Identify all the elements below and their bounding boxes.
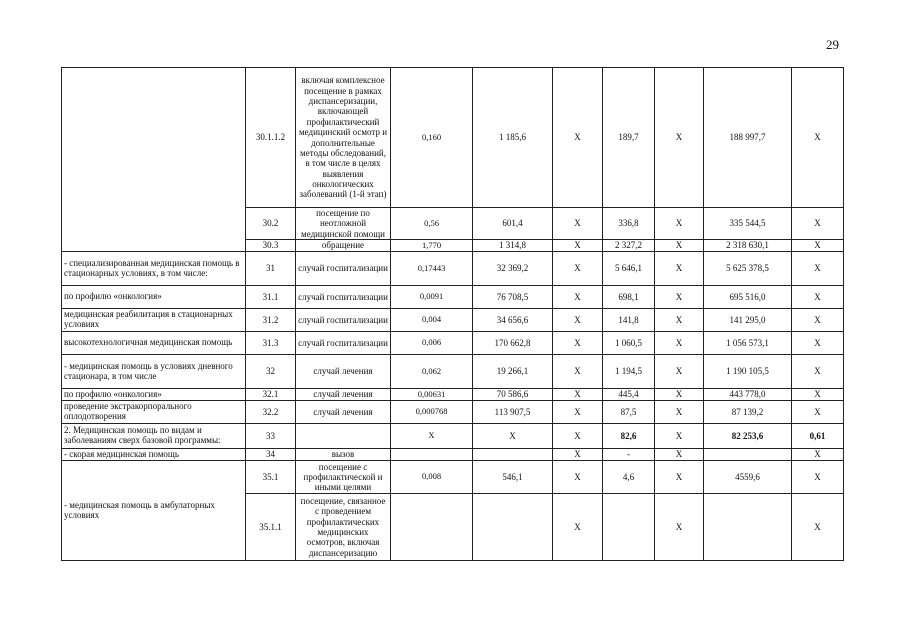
cell-volume: 0,006 — [391, 332, 473, 355]
cell-total: 141 295,0 — [704, 309, 792, 332]
cell-total: 695 516,0 — [704, 286, 792, 309]
cell-row-number: 32 — [246, 355, 296, 389]
cell-indicator: - медицинская помощь в условиях дневного стационара, в том числе — [62, 355, 246, 389]
cell-norm-x2: X — [655, 461, 704, 494]
cell-norm-x2: X — [655, 332, 704, 355]
cell-volume: 0,004 — [391, 309, 473, 332]
cell-share: X — [792, 449, 844, 461]
cell-volume: 0,0091 — [391, 286, 473, 309]
cell-unit: случай госпитализации — [296, 252, 391, 286]
cell-total — [704, 449, 792, 461]
cell-per-capita: 1 060,5 — [603, 332, 655, 355]
cell-total: 188 997,7 — [704, 68, 792, 208]
cell-norm-x1: X — [553, 286, 603, 309]
cell-indicator — [62, 68, 246, 252]
cell-unit: вызов — [296, 449, 391, 461]
table-row — [62, 309, 844, 332]
cell-volume: 1,770 — [391, 240, 473, 252]
cell-indicator: по профилю «онкология» — [62, 286, 246, 309]
cell-row-number: 31.3 — [246, 332, 296, 355]
cell-unit: посещение с профилактической и иными целями — [296, 461, 391, 494]
cell-per-capita: 698,1 — [603, 286, 655, 309]
cell-per-capita: 189,7 — [603, 68, 655, 208]
cell-cost: 76 708,5 — [473, 286, 553, 309]
cell-row-number: 34 — [246, 449, 296, 461]
cell-norm-x2: X — [655, 424, 704, 449]
cell-total: 82 253,6 — [704, 424, 792, 449]
cell-indicator: 2. Медицинская помощь по видам и заболеваниям сверх базовой программы: — [62, 424, 246, 449]
cell-per-capita: - — [603, 449, 655, 461]
cell-norm-x2: X — [655, 389, 704, 401]
cell-share: X — [792, 401, 844, 424]
cell-unit: случай госпитализации — [296, 332, 391, 355]
table-row — [62, 355, 844, 389]
cell-norm-x2: X — [655, 309, 704, 332]
cell-cost: 546,1 — [473, 461, 553, 494]
cell-row-number: 35.1.1 — [246, 494, 296, 561]
cell-row-number: 30.2 — [246, 208, 296, 240]
cell-total: 87 139,2 — [704, 401, 792, 424]
cell-share: X — [792, 355, 844, 389]
cell-cost — [473, 494, 553, 561]
table-row — [62, 68, 844, 208]
cell-volume: 0,160 — [391, 68, 473, 208]
table-row — [62, 401, 844, 424]
table-row — [62, 389, 844, 401]
cell-volume: 0,00631 — [391, 389, 473, 401]
cell-cost: 1 314,8 — [473, 240, 553, 252]
cell-unit: случай лечения — [296, 355, 391, 389]
cell-cost: 19 266,1 — [473, 355, 553, 389]
cell-norm-x1: X — [553, 355, 603, 389]
cell-share: X — [792, 240, 844, 252]
cell-share: X — [792, 494, 844, 561]
cell-norm-x2: X — [655, 208, 704, 240]
cell-total: 1 190 105,5 — [704, 355, 792, 389]
cell-volume — [391, 449, 473, 461]
cell-indicator: - скорая медицинская помощь — [62, 449, 246, 461]
cell-cost: 601,4 — [473, 208, 553, 240]
cell-norm-x1: X — [553, 494, 603, 561]
cell-cost: X — [473, 424, 553, 449]
cell-per-capita: 4,6 — [603, 461, 655, 494]
cell-total: 335 544,5 — [704, 208, 792, 240]
cell-volume: 0,062 — [391, 355, 473, 389]
cell-row-number: 32.1 — [246, 389, 296, 401]
cell-volume: 0,000768 — [391, 401, 473, 424]
cell-cost: 70 586,6 — [473, 389, 553, 401]
cell-volume — [391, 494, 473, 561]
cell-norm-x2: X — [655, 494, 704, 561]
cell-cost: 1 185,6 — [473, 68, 553, 208]
cell-total: 443 778,0 — [704, 389, 792, 401]
cell-cost: 34 656,6 — [473, 309, 553, 332]
cell-per-capita: 336,8 — [603, 208, 655, 240]
cell-total: 4559,6 — [704, 461, 792, 494]
cell-row-number: 33 — [246, 424, 296, 449]
cell-volume: 0,17443 — [391, 252, 473, 286]
cell-norm-x1: X — [553, 449, 603, 461]
cell-total — [704, 494, 792, 561]
cell-norm-x1: X — [553, 208, 603, 240]
cell-share: X — [792, 68, 844, 208]
cell-per-capita: 87,5 — [603, 401, 655, 424]
table-row — [62, 332, 844, 355]
cell-row-number: 30.1.1.2 — [246, 68, 296, 208]
cell-total: 1 056 573,1 — [704, 332, 792, 355]
cell-unit: случай госпитализации — [296, 309, 391, 332]
cell-norm-x1: X — [553, 424, 603, 449]
cell-norm-x2: X — [655, 401, 704, 424]
cell-norm-x2: X — [655, 355, 704, 389]
cell-per-capita — [603, 494, 655, 561]
cell-norm-x1: X — [553, 461, 603, 494]
cell-norm-x2: X — [655, 286, 704, 309]
cell-norm-x1: X — [553, 240, 603, 252]
cell-unit: посещение, связанное с проведением профилактических медицинских осмотров, включая диспансеризацию — [296, 494, 391, 561]
cell-norm-x1: X — [553, 389, 603, 401]
cell-norm-x2: X — [655, 252, 704, 286]
cell-row-number: 35.1 — [246, 461, 296, 494]
cell-share: X — [792, 208, 844, 240]
cell-unit — [296, 424, 391, 449]
cell-row-number: 31 — [246, 252, 296, 286]
cell-unit: случай лечения — [296, 389, 391, 401]
table-row — [62, 449, 844, 461]
cell-per-capita: 445,4 — [603, 389, 655, 401]
table-row — [62, 252, 844, 286]
cell-share: X — [792, 389, 844, 401]
cell-unit: включая комплексное посещение в рамках диспансеризации, включающей профилактический медицинский осмотр и дополнительные методы обследований, в том числе в целях выявления онкологических заболеваний (1-й этап) — [296, 68, 391, 208]
cell-indicator: - медицинская помощь в амбулаторных условиях — [62, 461, 246, 561]
cell-per-capita: 141,8 — [603, 309, 655, 332]
cell-norm-x2: X — [655, 449, 704, 461]
cell-row-number: 31.2 — [246, 309, 296, 332]
table-row — [62, 461, 844, 494]
page-number: 29 — [826, 37, 839, 52]
cell-volume: 0,56 — [391, 208, 473, 240]
cell-share: X — [792, 332, 844, 355]
cell-total: 5 625 378,5 — [704, 252, 792, 286]
cell-unit: случай госпитализации — [296, 286, 391, 309]
cell-norm-x1: X — [553, 401, 603, 424]
cell-share: X — [792, 309, 844, 332]
cell-norm-x1: X — [553, 252, 603, 286]
cell-norm-x1: X — [553, 68, 603, 208]
cell-row-number: 32.2 — [246, 401, 296, 424]
cell-cost: 113 907,5 — [473, 401, 553, 424]
cell-norm-x2: X — [655, 240, 704, 252]
cell-cost — [473, 449, 553, 461]
cell-cost: 170 662,8 — [473, 332, 553, 355]
cell-norm-x1: X — [553, 332, 603, 355]
cell-total: 2 318 630,1 — [704, 240, 792, 252]
cell-norm-x2: X — [655, 68, 704, 208]
cell-row-number: 31.1 — [246, 286, 296, 309]
cell-norm-x1: X — [553, 309, 603, 332]
cell-indicator: проведение экстракорпорального оплодотворения — [62, 401, 246, 424]
table-row — [62, 286, 844, 309]
cell-share: X — [792, 461, 844, 494]
cell-unit: посещение по неотложной медицинской помощи — [296, 208, 391, 240]
cell-unit: обращение — [296, 240, 391, 252]
cell-indicator: высокотехнологичная медицинская помощь — [62, 332, 246, 355]
table-row — [62, 424, 844, 449]
cell-share: X — [792, 286, 844, 309]
cell-indicator: медицинская реабилитация в стационарных условиях — [62, 309, 246, 332]
cell-per-capita: 82,6 — [603, 424, 655, 449]
cell-cost: 32 369,2 — [473, 252, 553, 286]
cell-indicator: по профилю «онкология» — [62, 389, 246, 401]
cell-share: X — [792, 252, 844, 286]
cell-indicator: - специализированная медицинская помощь в стационарных условиях, в том числе: — [62, 252, 246, 286]
data-table — [61, 67, 844, 561]
cell-volume: 0,008 — [391, 461, 473, 494]
cell-unit: случай лечения — [296, 401, 391, 424]
cell-per-capita: 5 646,1 — [603, 252, 655, 286]
cell-row-number: 30.3 — [246, 240, 296, 252]
cell-volume: X — [391, 424, 473, 449]
cell-per-capita: 2 327,2 — [603, 240, 655, 252]
cell-share: 0,61 — [792, 424, 844, 449]
cell-per-capita: 1 194,5 — [603, 355, 655, 389]
